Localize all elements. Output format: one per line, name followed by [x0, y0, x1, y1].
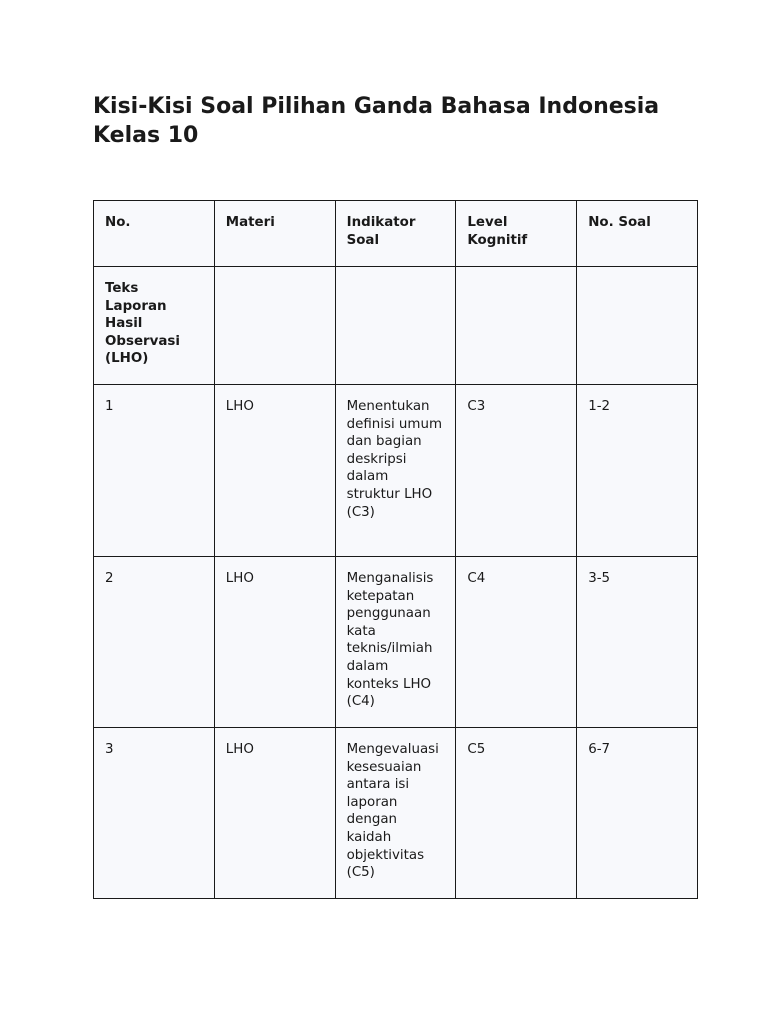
table-row [94, 728, 698, 899]
cell-indikator: Menganalisis ketepatan penggunaan kata teknis/ilmiah dalam konteks LHO (C4) [335, 557, 456, 728]
header-materi: Materi [214, 201, 335, 267]
table-header-row [94, 201, 698, 267]
cell-no-soal: 3-5 [577, 557, 698, 728]
table-cell-empty [335, 267, 456, 385]
table-cell-empty [577, 267, 698, 385]
cell-level: C3 [456, 385, 577, 557]
table-row [94, 385, 698, 557]
header-no: No. [94, 201, 215, 267]
header-no-soal: No. Soal [577, 201, 698, 267]
header-level-kognitif: Level Kognitif [456, 201, 577, 267]
cell-indikator: Menentukan definisi umum dan bagian deskripsi dalam struktur LHO (C3) [335, 385, 456, 557]
page-title: Kisi-Kisi Soal Pilihan Ganda Bahasa Indonesia Kelas 10 [93, 94, 660, 148]
cell-no: 3 [94, 728, 215, 899]
table-cell-empty [456, 267, 577, 385]
cell-no: 1 [94, 385, 215, 557]
cell-indikator: Mengevaluasi kesesuaian antara isi laporan dengan kaidah objektivitas (C5) [335, 728, 456, 899]
cell-materi: LHO [214, 557, 335, 728]
cell-materi: LHO [214, 385, 335, 557]
section-row [94, 267, 698, 385]
cell-level: C4 [456, 557, 577, 728]
cell-level: C5 [456, 728, 577, 899]
cell-no-soal: 6-7 [577, 728, 698, 899]
kisi-kisi-table [93, 200, 698, 899]
cell-materi: LHO [214, 728, 335, 899]
header-indikator-soal: Indikator Soal [335, 201, 456, 267]
cell-no-soal: 1-2 [577, 385, 698, 557]
section-title: Teks Laporan Hasil Observasi (LHO) [94, 267, 215, 385]
table-row [94, 557, 698, 728]
table-cell-empty [214, 267, 335, 385]
cell-no: 2 [94, 557, 215, 728]
